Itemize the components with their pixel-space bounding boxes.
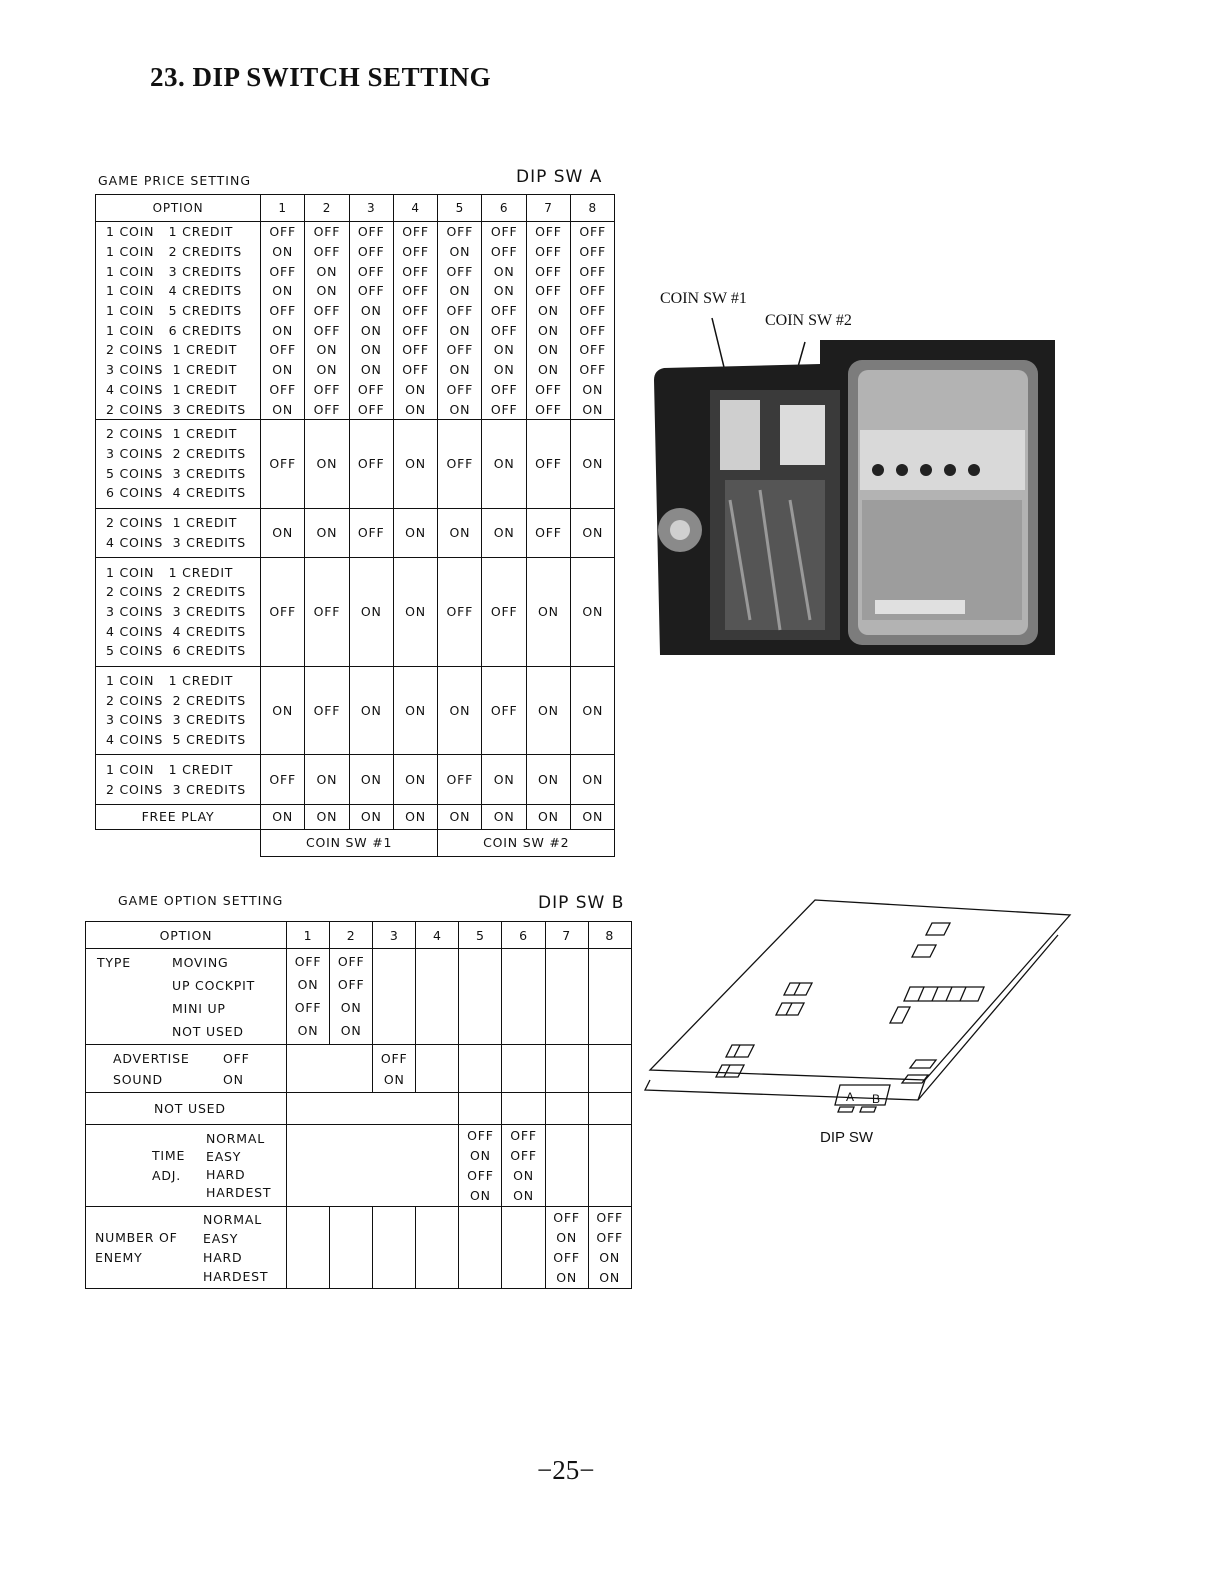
dip-b-header-4: 4 bbox=[416, 922, 459, 949]
dip-a-value-cell: ON bbox=[526, 804, 570, 829]
dip-a-value-cell: OFF bbox=[526, 419, 570, 508]
dip-a-value-cell: OFF bbox=[349, 281, 393, 301]
table-row bbox=[96, 281, 615, 301]
dip-a-value-cell: ON bbox=[393, 419, 437, 508]
dip-a-value-cell: ON bbox=[526, 301, 570, 321]
dip-b-header-1: 1 bbox=[287, 922, 330, 949]
dip-a-option-cell: 1 COIN 1 CREDIT 2 COINS 3 CREDITS bbox=[96, 755, 261, 804]
dip-a-value-cell: OFF bbox=[571, 360, 615, 380]
dip-a-value-cell: OFF bbox=[526, 399, 570, 419]
type-sw2: OFF OFF ON ON bbox=[330, 949, 373, 1045]
dip-a-value-cell: ON bbox=[393, 508, 437, 557]
dip-a-value-cell: ON bbox=[571, 558, 615, 667]
dip-a-value-cell: ON bbox=[349, 340, 393, 360]
dip-a-value-cell: ON bbox=[571, 508, 615, 557]
dip-a-value-cell: ON bbox=[305, 804, 349, 829]
dip-a-option-cell: 2 COINS 1 CREDIT 3 COINS 2 CREDITS 5 COINS 3 CREDITS 6 COINS 4 CREDITS bbox=[96, 419, 261, 508]
dip-b-type-row bbox=[86, 949, 632, 1045]
dip-a-value-cell: OFF bbox=[305, 380, 349, 400]
dip-a-value-cell: OFF bbox=[482, 320, 526, 340]
time-sw5: OFF ON OFF ON bbox=[459, 1125, 502, 1207]
dip-a-value-cell: OFF bbox=[526, 508, 570, 557]
dip-a-value-cell: ON bbox=[393, 804, 437, 829]
dip-a-value-cell: OFF bbox=[261, 380, 305, 400]
empty-cell bbox=[588, 1093, 631, 1125]
dip-a-value-cell: OFF bbox=[438, 301, 482, 321]
empty-cell bbox=[545, 1125, 588, 1207]
dip-a-option-cell: 2 COINS 1 CREDIT bbox=[96, 340, 261, 360]
dip-a-value-cell: OFF bbox=[261, 558, 305, 667]
type-label: TYPE bbox=[97, 955, 131, 970]
dip-a-value-cell: ON bbox=[482, 419, 526, 508]
dip-a-value-cell: OFF bbox=[393, 301, 437, 321]
dip-a-value-cell: ON bbox=[305, 360, 349, 380]
empty-cell bbox=[502, 1045, 545, 1093]
dip-a-value-cell: ON bbox=[438, 399, 482, 419]
empty-cell bbox=[287, 1125, 459, 1207]
dip-b-enemy-option bbox=[86, 1207, 287, 1289]
dip-a-value-cell: ON bbox=[438, 508, 482, 557]
dip-a-value-cell: ON bbox=[349, 320, 393, 340]
time-options: NORMAL EASY HARD HARDEST bbox=[206, 1130, 272, 1200]
dip-a-value-cell: OFF bbox=[349, 380, 393, 400]
dip-a-value-cell: OFF bbox=[571, 242, 615, 262]
empty-cell bbox=[545, 1093, 588, 1125]
dip-a-value-cell: OFF bbox=[349, 508, 393, 557]
table-row bbox=[96, 666, 615, 755]
dip-a-value-cell: ON bbox=[305, 281, 349, 301]
empty-cell bbox=[416, 949, 459, 1045]
dip-a-value-cell: OFF bbox=[349, 419, 393, 508]
dip-a-value-cell: OFF bbox=[393, 340, 437, 360]
table-row bbox=[96, 755, 615, 804]
empty-cell bbox=[545, 1045, 588, 1093]
dip-a-option-cell: 1 COIN 2 CREDITS bbox=[96, 242, 261, 262]
coin-sw2-footer: COIN SW #2 bbox=[438, 829, 615, 856]
dip-a-value-cell: OFF bbox=[349, 222, 393, 242]
dip-a-value-cell: OFF bbox=[261, 755, 305, 804]
dip-a-value-cell: OFF bbox=[526, 222, 570, 242]
empty-cell bbox=[96, 829, 261, 856]
dip-a-option-cell: 3 COINS 1 CREDIT bbox=[96, 360, 261, 380]
dip-a-option-cell: 1 COIN 1 CREDIT 2 COINS 2 CREDITS 3 COINS 3 CREDITS 4 COINS 4 CREDITS 5 COINS 6 CREDITS bbox=[96, 558, 261, 667]
dip-a-value-cell: OFF bbox=[393, 320, 437, 340]
free-play-row bbox=[96, 804, 615, 829]
dip-a-value-cell: ON bbox=[305, 261, 349, 281]
dip-a-value-cell: ON bbox=[482, 261, 526, 281]
dip-a-value-cell: ON bbox=[261, 804, 305, 829]
dip-b-header-3: 3 bbox=[373, 922, 416, 949]
enemy-sw8: OFF OFF ON ON bbox=[588, 1207, 631, 1289]
dip-b-advertise-option bbox=[86, 1045, 287, 1093]
empty-cell bbox=[459, 1207, 502, 1289]
dip-a-value-cell: OFF bbox=[349, 399, 393, 419]
dip-a-caption: GAME PRICE SETTING bbox=[98, 173, 252, 188]
dip-a-value-cell: OFF bbox=[305, 242, 349, 262]
dip-a-value-cell: ON bbox=[438, 804, 482, 829]
dip-a-value-cell: ON bbox=[438, 242, 482, 262]
dip-a-option-cell: 1 COIN 3 CREDITS bbox=[96, 261, 261, 281]
dip-a-header-5: 5 bbox=[438, 195, 482, 222]
dip-a-value-cell: OFF bbox=[261, 301, 305, 321]
dip-a-value-cell: OFF bbox=[305, 222, 349, 242]
table-row bbox=[96, 261, 615, 281]
dip-a-value-cell: OFF bbox=[482, 222, 526, 242]
table-row bbox=[96, 558, 615, 667]
page-title: 23. DIP SWITCH SETTING bbox=[150, 62, 492, 92]
dip-a-footer-row bbox=[96, 829, 615, 856]
enemy-sw7: OFF ON OFF ON bbox=[545, 1207, 588, 1289]
empty-cell bbox=[502, 1093, 545, 1125]
dip-a-switch-label: DIP SW A bbox=[516, 167, 603, 187]
dip-a-value-cell: OFF bbox=[438, 755, 482, 804]
dip-b-type-option bbox=[86, 949, 287, 1045]
dip-a-value-cell: ON bbox=[261, 360, 305, 380]
empty-cell bbox=[287, 1093, 459, 1125]
dip-a-option-cell: 1 COIN 6 CREDITS bbox=[96, 320, 261, 340]
dip-a-value-cell: OFF bbox=[526, 380, 570, 400]
dip-a-option-cell: 1 COIN 5 CREDITS bbox=[96, 301, 261, 321]
dip-a-header-7: 7 bbox=[526, 195, 570, 222]
empty-cell bbox=[459, 1045, 502, 1093]
dip-a-value-cell: ON bbox=[349, 755, 393, 804]
empty-cell bbox=[416, 1207, 459, 1289]
dip-a-header-row bbox=[96, 195, 615, 222]
dip-b-time-option bbox=[86, 1125, 287, 1207]
dip-b-header-7: 7 bbox=[545, 922, 588, 949]
dip-a-value-cell: ON bbox=[393, 558, 437, 667]
empty-cell bbox=[588, 949, 631, 1045]
dip-a-value-cell: OFF bbox=[482, 666, 526, 755]
empty-cell bbox=[502, 1207, 545, 1289]
dip-a-value-cell: OFF bbox=[393, 242, 437, 262]
table-row bbox=[96, 380, 615, 400]
board-dip-sw-label: DIP SW bbox=[820, 1129, 874, 1146]
dip-a-value-cell: OFF bbox=[438, 340, 482, 360]
dip-a-value-cell: OFF bbox=[305, 320, 349, 340]
dip-a-value-cell: OFF bbox=[526, 242, 570, 262]
dip-a-value-cell: OFF bbox=[261, 419, 305, 508]
dip-b-header-2: 2 bbox=[330, 922, 373, 949]
dip-a-option-cell: 2 COINS 3 CREDITS bbox=[96, 399, 261, 419]
dip-b-header-5: 5 bbox=[459, 922, 502, 949]
type-sw1: OFF ON OFF ON bbox=[287, 949, 330, 1045]
empty-cell bbox=[545, 949, 588, 1045]
dip-a-value-cell: OFF bbox=[305, 666, 349, 755]
dip-a-value-cell: ON bbox=[261, 399, 305, 419]
dip-b-header-8: 8 bbox=[588, 922, 631, 949]
empty-cell bbox=[373, 1207, 416, 1289]
dip-a-value-cell: ON bbox=[261, 508, 305, 557]
dip-a-value-cell: ON bbox=[305, 508, 349, 557]
enemy-options: NORMAL EASY HARD HARDEST bbox=[203, 1211, 269, 1284]
page-number: −25− bbox=[537, 1455, 595, 1485]
dip-b-time-row bbox=[86, 1125, 632, 1207]
advertise-options: OFF ON bbox=[223, 1050, 250, 1087]
empty-cell bbox=[373, 949, 416, 1045]
dip-a-value-cell: ON bbox=[482, 340, 526, 360]
dip-a-value-cell: OFF bbox=[571, 320, 615, 340]
dip-a-value-cell: ON bbox=[526, 340, 570, 360]
empty-cell bbox=[588, 1125, 631, 1207]
dip-a-value-cell: ON bbox=[482, 755, 526, 804]
dip-a-value-cell: ON bbox=[438, 360, 482, 380]
dip-a-value-cell: OFF bbox=[305, 301, 349, 321]
table-row bbox=[96, 301, 615, 321]
dip-a-value-cell: OFF bbox=[393, 261, 437, 281]
photo-coin-sw2-label: COIN SW #2 bbox=[765, 312, 852, 329]
table-row bbox=[96, 419, 615, 508]
dip-a-value-cell: OFF bbox=[438, 222, 482, 242]
dip-a-value-cell: ON bbox=[349, 804, 393, 829]
enemy-label: NUMBER OF ENEMY bbox=[95, 1229, 178, 1265]
dip-a-value-cell: OFF bbox=[261, 222, 305, 242]
dip-a-value-cell: ON bbox=[571, 399, 615, 419]
dip-a-option-cell: 2 COINS 1 CREDIT 4 COINS 3 CREDITS bbox=[96, 508, 261, 557]
dip-a-value-cell: OFF bbox=[571, 301, 615, 321]
dip-a-value-cell: OFF bbox=[482, 558, 526, 667]
coin-sw1-footer: COIN SW #1 bbox=[261, 829, 438, 856]
dip-a-value-cell: ON bbox=[261, 320, 305, 340]
empty-cell bbox=[330, 1207, 373, 1289]
dip-a-value-cell: ON bbox=[349, 301, 393, 321]
dip-a-value-cell: ON bbox=[305, 340, 349, 360]
dip-a-value-cell: OFF bbox=[438, 558, 482, 667]
dip-a-option-cell: 1 COIN 1 CREDIT bbox=[96, 222, 261, 242]
dip-a-option-cell: 1 COIN 4 CREDITS bbox=[96, 281, 261, 301]
dip-a-value-cell: ON bbox=[438, 666, 482, 755]
empty-cell bbox=[287, 1045, 373, 1093]
dip-a-value-cell: ON bbox=[261, 281, 305, 301]
dip-a-value-cell: ON bbox=[482, 281, 526, 301]
dip-a-header-option: OPTION bbox=[96, 195, 261, 222]
advertise-label: ADVERTISE SOUND bbox=[113, 1050, 190, 1087]
dip-a-header-6: 6 bbox=[482, 195, 526, 222]
dip-b-not-used-row bbox=[86, 1093, 632, 1125]
dip-a-value-cell: OFF bbox=[438, 419, 482, 508]
dip-a-value-cell: OFF bbox=[393, 360, 437, 380]
dip-a-value-cell: ON bbox=[261, 666, 305, 755]
dip-a-value-cell: OFF bbox=[482, 242, 526, 262]
dip-a-value-cell: ON bbox=[349, 360, 393, 380]
dip-a-value-cell: ON bbox=[393, 755, 437, 804]
dip-a-value-cell: ON bbox=[526, 320, 570, 340]
dip-a-option-cell: 4 COINS 1 CREDIT bbox=[96, 380, 261, 400]
pcb-board-diagram bbox=[640, 895, 1080, 1155]
coin-switch-photo bbox=[640, 300, 1070, 670]
dip-a-value-cell: ON bbox=[261, 242, 305, 262]
dip-a-value-cell: ON bbox=[571, 804, 615, 829]
empty-cell bbox=[502, 949, 545, 1045]
dip-b-advertise-row bbox=[86, 1045, 632, 1093]
dip-b-caption: GAME OPTION SETTING bbox=[118, 893, 284, 908]
dip-a-value-cell: ON bbox=[482, 508, 526, 557]
dip-b-enemy-row bbox=[86, 1207, 632, 1289]
dip-a-value-cell: ON bbox=[482, 360, 526, 380]
dip-a-value-cell: ON bbox=[526, 360, 570, 380]
dip-a-option-cell: 1 COIN 1 CREDIT 2 COINS 2 CREDITS 3 COINS 3 CREDITS 4 COINS 5 CREDITS bbox=[96, 666, 261, 755]
dip-a-header-4: 4 bbox=[393, 195, 437, 222]
dip-a-header-8: 8 bbox=[571, 195, 615, 222]
not-used-label: NOT USED bbox=[86, 1093, 287, 1125]
dip-b-header-row bbox=[86, 922, 632, 949]
dip-a-value-cell: OFF bbox=[571, 340, 615, 360]
dip-a-free-play-label: FREE PLAY bbox=[96, 804, 261, 829]
dip-a-value-cell: OFF bbox=[393, 281, 437, 301]
type-options: MOVING UP COCKPIT MINI UP NOT USED bbox=[172, 955, 256, 1039]
dip-a-value-cell: ON bbox=[526, 755, 570, 804]
dip-a-value-cell: OFF bbox=[261, 261, 305, 281]
dip-a-value-cell: OFF bbox=[261, 340, 305, 360]
board-label-a: A bbox=[846, 1090, 855, 1104]
dip-a-value-cell: OFF bbox=[571, 261, 615, 281]
dip-a-value-cell: OFF bbox=[571, 281, 615, 301]
table-row bbox=[96, 222, 615, 242]
dip-a-value-cell: OFF bbox=[482, 380, 526, 400]
table-row bbox=[96, 320, 615, 340]
dip-a-value-cell: OFF bbox=[349, 261, 393, 281]
dip-a-value-cell: OFF bbox=[482, 399, 526, 419]
dip-a-value-cell: ON bbox=[482, 804, 526, 829]
dip-a-value-cell: OFF bbox=[526, 281, 570, 301]
dip-a-value-cell: OFF bbox=[438, 261, 482, 281]
dip-a-value-cell: ON bbox=[305, 755, 349, 804]
dip-a-header-2: 2 bbox=[305, 195, 349, 222]
dip-a-value-cell: OFF bbox=[482, 301, 526, 321]
dip-a-value-cell: ON bbox=[349, 558, 393, 667]
empty-cell bbox=[459, 949, 502, 1045]
dip-a-value-cell: ON bbox=[393, 380, 437, 400]
time-label: TIME ADJ. bbox=[152, 1147, 186, 1183]
empty-cell bbox=[287, 1207, 330, 1289]
empty-cell bbox=[459, 1093, 502, 1125]
dip-a-value-cell: ON bbox=[571, 419, 615, 508]
table-row bbox=[96, 242, 615, 262]
board-label-b: B bbox=[872, 1092, 881, 1106]
dip-b-header-option: OPTION bbox=[86, 922, 287, 949]
table-row bbox=[96, 399, 615, 419]
empty-cell bbox=[416, 1045, 459, 1093]
empty-cell bbox=[588, 1045, 631, 1093]
dip-a-value-cell: ON bbox=[305, 419, 349, 508]
dip-b-switch-label: DIP SW B bbox=[538, 893, 625, 913]
dip-a-value-cell: ON bbox=[393, 666, 437, 755]
dip-b-table bbox=[85, 921, 632, 1289]
table-row bbox=[96, 360, 615, 380]
dip-a-value-cell: ON bbox=[393, 399, 437, 419]
dip-a-value-cell: ON bbox=[571, 666, 615, 755]
dip-a-value-cell: OFF bbox=[305, 399, 349, 419]
dip-a-header-1: 1 bbox=[261, 195, 305, 222]
dip-a-value-cell: OFF bbox=[349, 242, 393, 262]
table-row bbox=[96, 340, 615, 360]
advertise-sw3: OFF ON bbox=[373, 1045, 416, 1093]
table-row bbox=[96, 508, 615, 557]
dip-a-value-cell: ON bbox=[438, 281, 482, 301]
dip-b-header-6: 6 bbox=[502, 922, 545, 949]
dip-a-value-cell: ON bbox=[526, 666, 570, 755]
dip-a-value-cell: ON bbox=[526, 558, 570, 667]
dip-a-value-cell: ON bbox=[438, 320, 482, 340]
dip-a-value-cell: ON bbox=[571, 755, 615, 804]
dip-a-value-cell: ON bbox=[571, 380, 615, 400]
dip-a-table bbox=[95, 194, 615, 857]
dip-a-value-cell: OFF bbox=[571, 222, 615, 242]
dip-a-value-cell: OFF bbox=[393, 222, 437, 242]
dip-a-value-cell: OFF bbox=[526, 261, 570, 281]
dip-a-value-cell: OFF bbox=[438, 380, 482, 400]
dip-a-header-3: 3 bbox=[349, 195, 393, 222]
time-sw6: OFF OFF ON ON bbox=[502, 1125, 545, 1207]
dip-a-value-cell: OFF bbox=[305, 558, 349, 667]
dip-a-value-cell: ON bbox=[349, 666, 393, 755]
photo-coin-sw1-label: COIN SW #1 bbox=[660, 290, 747, 307]
